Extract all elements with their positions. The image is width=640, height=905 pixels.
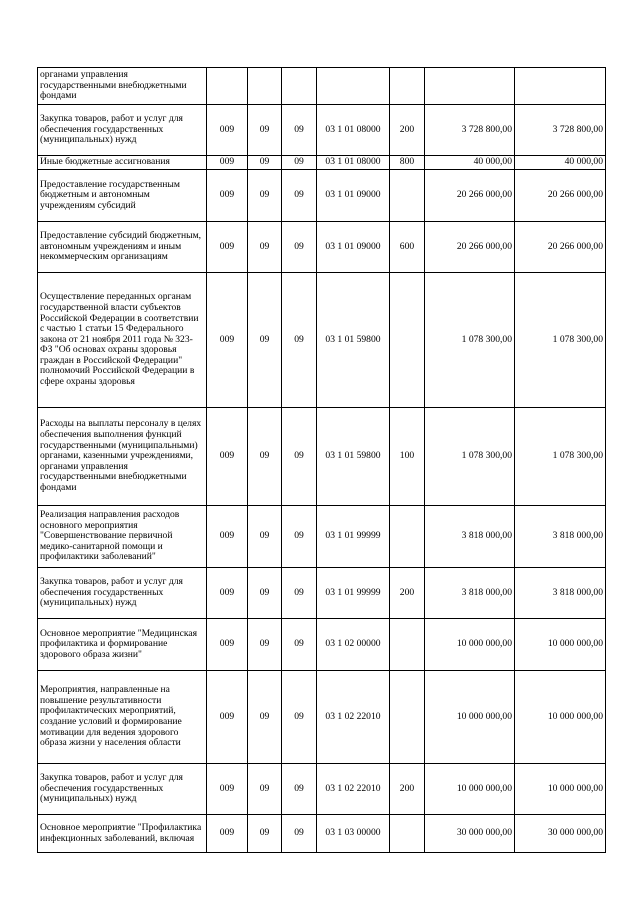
section-code: 09 [248,815,282,853]
expense-type: 200 [390,105,425,156]
expense-type: 200 [390,764,425,815]
expense-type [390,619,425,671]
amount-1 [425,68,515,105]
subsection-code [282,68,317,105]
target-article: 03 1 01 59800 [317,273,390,408]
table-row [38,506,606,568]
amount-2: 20 266 000,00 [515,222,606,273]
target-article: 03 1 01 08000 [317,105,390,156]
target-article: 03 1 02 00000 [317,619,390,671]
target-article: 03 1 01 09000 [317,222,390,273]
amount-2 [515,68,606,105]
target-article: 03 1 01 99999 [317,568,390,619]
target-article: 03 1 02 22010 [317,671,390,764]
expense-type [390,170,425,222]
target-article: 03 1 01 08000 [317,156,390,170]
budget-table [37,67,606,853]
subsection-code: 09 [282,506,317,568]
table-row [38,671,606,764]
target-article: 03 1 02 22010 [317,764,390,815]
amount-1: 10 000 000,00 [425,619,515,671]
row-name: органами управления государственными внебюджетными фондами [38,68,207,105]
amount-2: 1 078 300,00 [515,273,606,408]
row-name: Предоставление государственным бюджетным и автономным учреждениям субсидий [38,170,207,222]
subsection-code: 09 [282,619,317,671]
section-code: 09 [248,671,282,764]
admin-code: 009 [207,764,248,815]
row-name: Закупка товаров, работ и услуг для обеспечения государственных (муниципальных) нужд [38,764,207,815]
row-name: Расходы на выплаты персоналу в целях обеспечения выполнения функций государственными (муниципальными) органами, казенными учреждениями, органами управления государственными внебюджетными фондами [38,408,207,506]
table-row [38,815,606,853]
section-code: 09 [248,170,282,222]
admin-code: 009 [207,815,248,853]
admin-code: 009 [207,170,248,222]
amount-2: 3 728 800,00 [515,105,606,156]
row-name: Иные бюджетные ассигнования [38,156,207,170]
amount-1: 1 078 300,00 [425,408,515,506]
table-body [38,68,606,853]
table-row [38,408,606,506]
section-code: 09 [248,764,282,815]
expense-type: 200 [390,568,425,619]
amount-1: 10 000 000,00 [425,671,515,764]
expense-type [390,273,425,408]
row-name: Осуществление переданных органам государственной власти субъектов Российской Федерации в соответствии с частью 1 статьи 15 Федерального закона от 21 ноября 2011 года № 323-ФЗ "Об основах охраны здоровья граждан в Российской Федерации" полномочий Российской Федерации в сфере охраны здоровья [38,273,207,408]
section-code: 09 [248,156,282,170]
amount-1: 10 000 000,00 [425,764,515,815]
subsection-code: 09 [282,408,317,506]
admin-code: 009 [207,105,248,156]
amount-2: 20 266 000,00 [515,170,606,222]
section-code: 09 [248,568,282,619]
row-name: Основное мероприятие "Медицинская профилактика и формирование здорового образа жизни" [38,619,207,671]
amount-2: 10 000 000,00 [515,671,606,764]
amount-2: 3 818 000,00 [515,568,606,619]
subsection-code: 09 [282,815,317,853]
subsection-code: 09 [282,170,317,222]
admin-code [207,68,248,105]
expense-type: 100 [390,408,425,506]
target-article: 03 1 01 99999 [317,506,390,568]
subsection-code: 09 [282,222,317,273]
amount-2: 3 818 000,00 [515,506,606,568]
subsection-code: 09 [282,568,317,619]
table-row [38,568,606,619]
row-name: Закупка товаров, работ и услуг для обеспечения государственных (муниципальных) нужд [38,105,207,156]
amount-1: 1 078 300,00 [425,273,515,408]
subsection-code: 09 [282,156,317,170]
expense-type [390,68,425,105]
amount-1: 30 000 000,00 [425,815,515,853]
row-name: Предоставление субсидий бюджетным, автономным учреждениям и иным некоммерческим организациям [38,222,207,273]
section-code: 09 [248,506,282,568]
amount-1: 20 266 000,00 [425,222,515,273]
amount-2: 10 000 000,00 [515,764,606,815]
admin-code: 009 [207,273,248,408]
target-article [317,68,390,105]
target-article: 03 1 03 00000 [317,815,390,853]
amount-1: 3 818 000,00 [425,506,515,568]
admin-code: 009 [207,568,248,619]
table-row [38,222,606,273]
row-name: Закупка товаров, работ и услуг для обеспечения государственных (муниципальных) нужд [38,568,207,619]
subsection-code: 09 [282,671,317,764]
table-row [38,156,606,170]
table-row [38,170,606,222]
subsection-code: 09 [282,105,317,156]
subsection-code: 09 [282,273,317,408]
amount-1: 3 818 000,00 [425,568,515,619]
row-name: Мероприятия, направленные на повышение результативности профилактических мероприятий, создание условий и формирование мотивации для ведения здорового образа жизни у населения области [38,671,207,764]
expense-type [390,506,425,568]
expense-type [390,815,425,853]
expense-type: 600 [390,222,425,273]
amount-2: 30 000 000,00 [515,815,606,853]
subsection-code: 09 [282,764,317,815]
admin-code: 009 [207,506,248,568]
amount-1: 3 728 800,00 [425,105,515,156]
amount-1: 20 266 000,00 [425,170,515,222]
section-code: 09 [248,105,282,156]
amount-2: 40 000,00 [515,156,606,170]
section-code: 09 [248,222,282,273]
admin-code: 009 [207,619,248,671]
admin-code: 009 [207,671,248,764]
admin-code: 009 [207,222,248,273]
expense-type: 800 [390,156,425,170]
table-row [38,764,606,815]
row-name: Основное мероприятие "Профилактика инфекционных заболеваний, включая [38,815,207,853]
admin-code: 009 [207,408,248,506]
section-code: 09 [248,619,282,671]
section-code [248,68,282,105]
table-row [38,105,606,156]
target-article: 03 1 01 09000 [317,170,390,222]
expense-type [390,671,425,764]
section-code: 09 [248,273,282,408]
amount-2: 1 078 300,00 [515,408,606,506]
amount-1: 40 000,00 [425,156,515,170]
section-code: 09 [248,408,282,506]
table-row [38,68,606,105]
table-row [38,273,606,408]
target-article: 03 1 01 59800 [317,408,390,506]
amount-2: 10 000 000,00 [515,619,606,671]
table-row [38,619,606,671]
row-name: Реализация направления расходов основного мероприятия "Совершенствование первичной медико-санитарной помощи и профилактики заболеваний" [38,506,207,568]
admin-code: 009 [207,156,248,170]
